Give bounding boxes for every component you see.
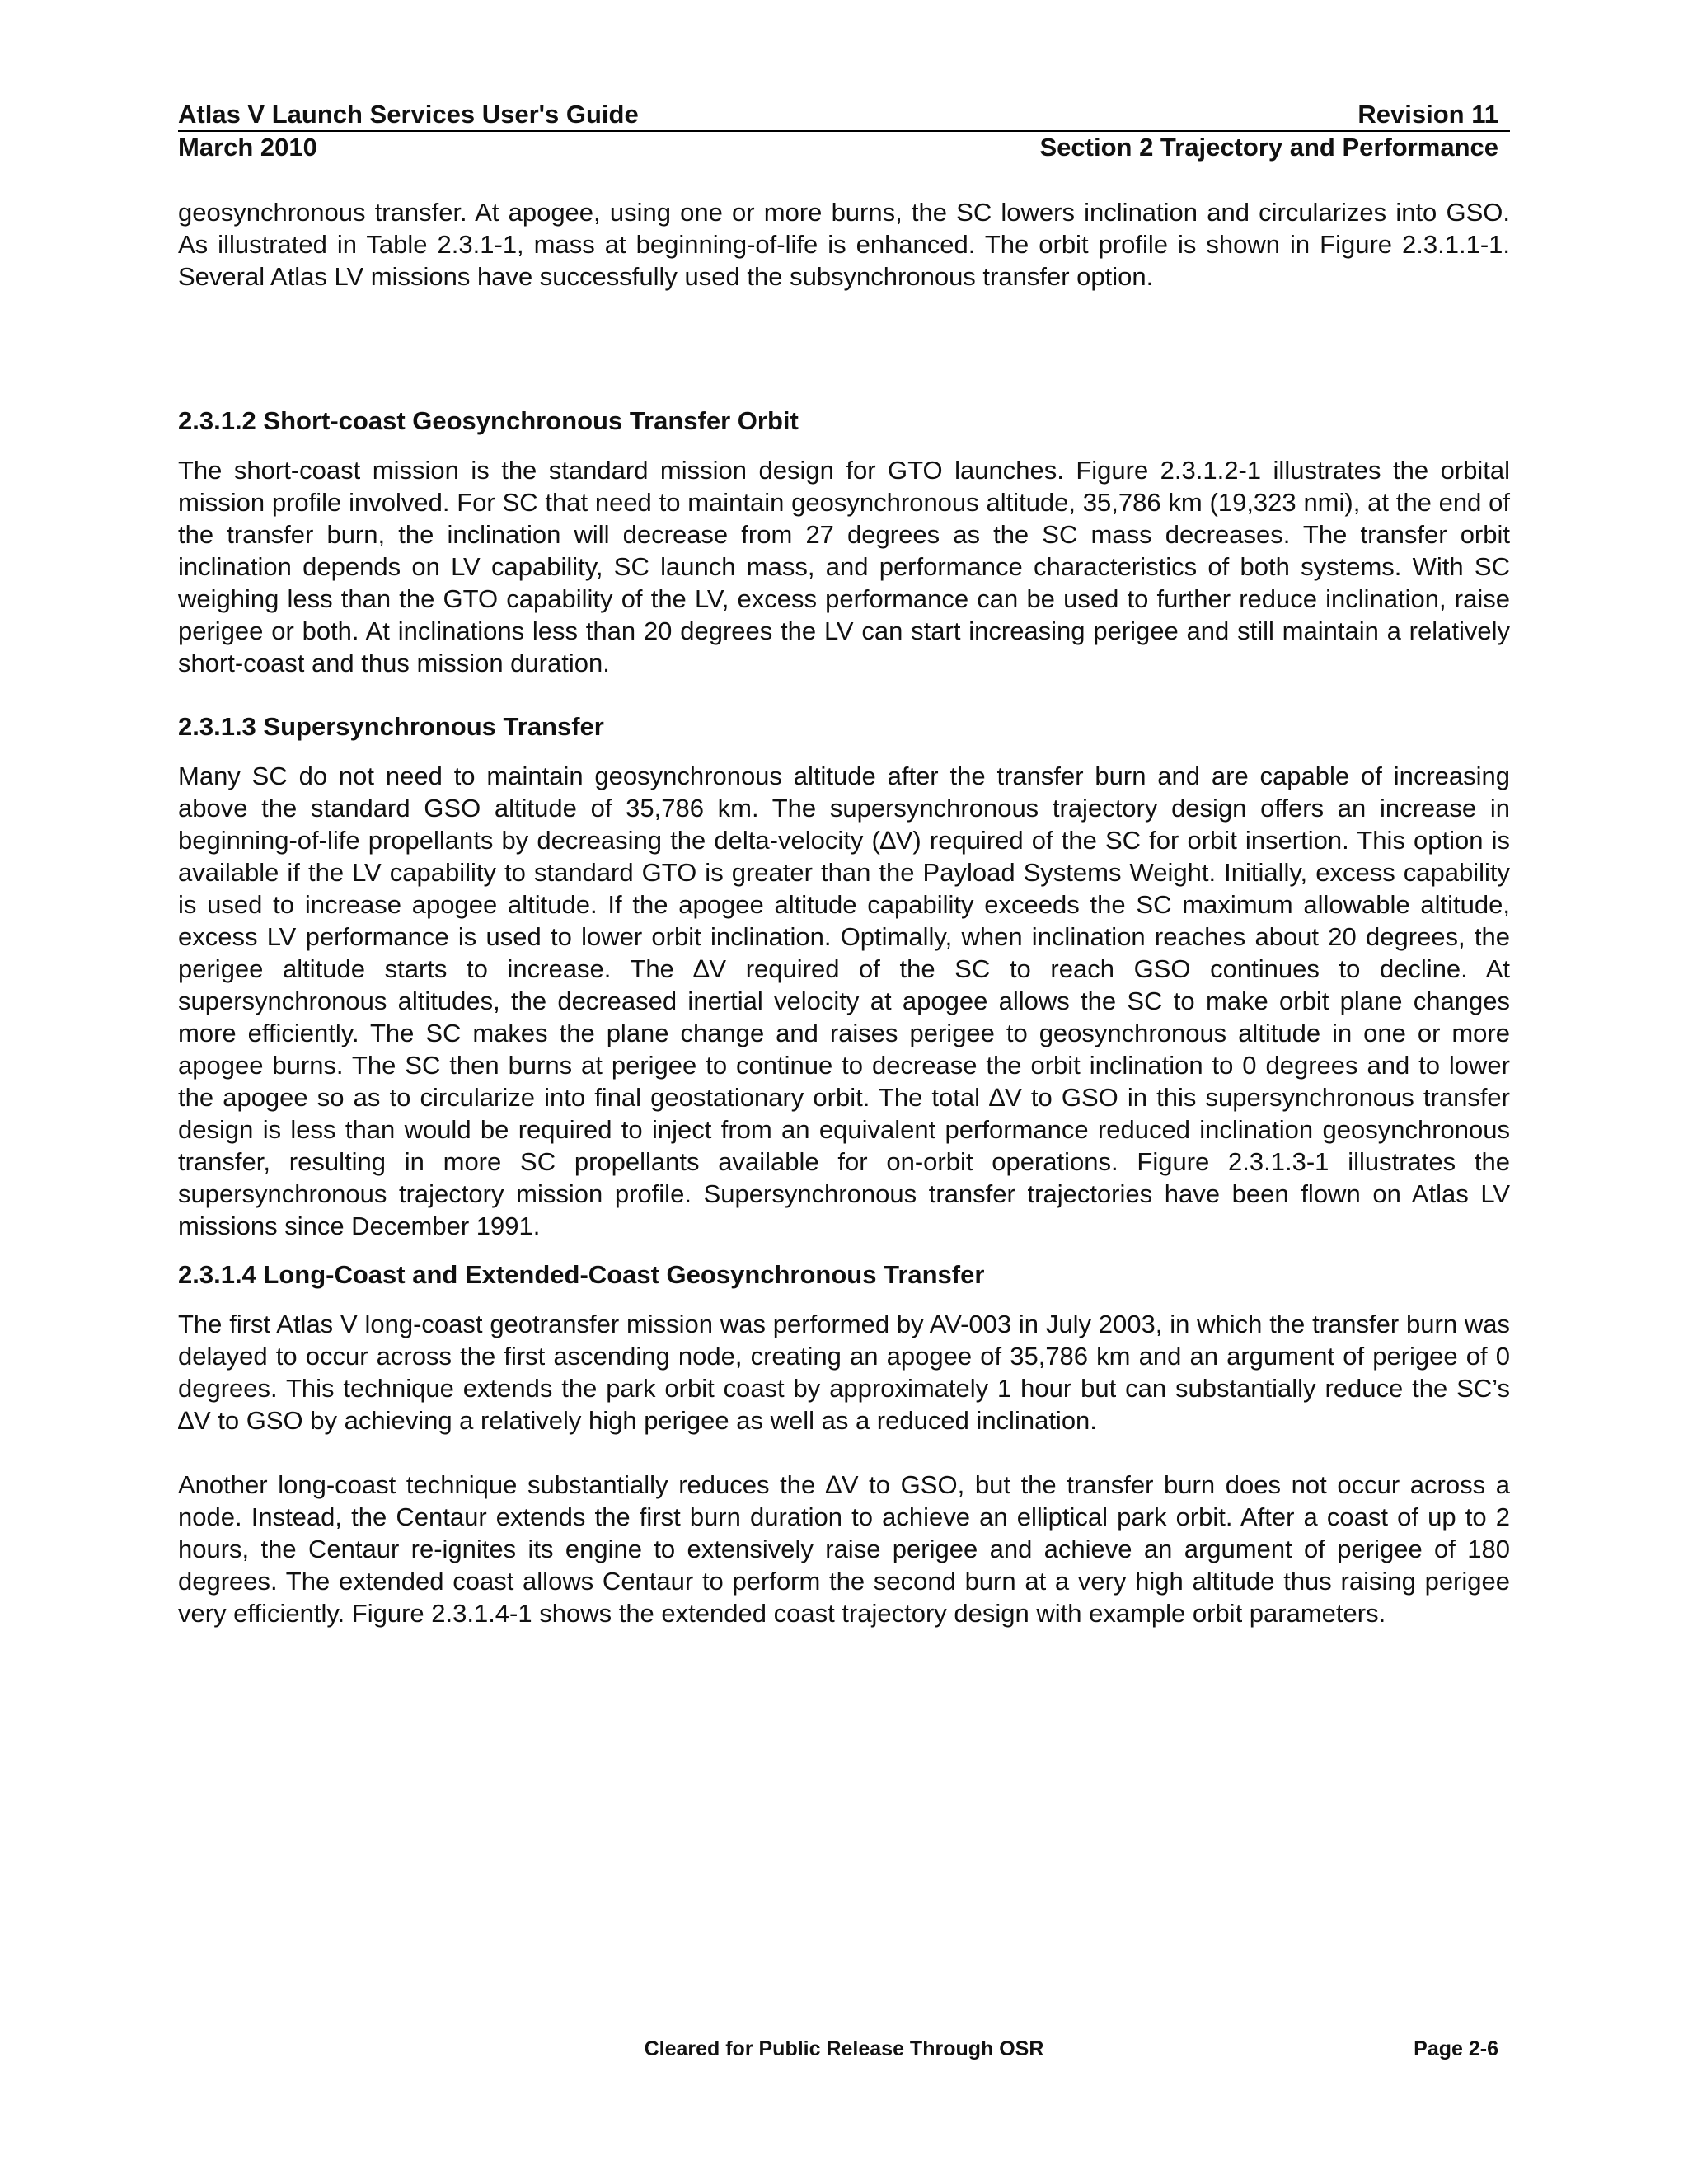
intro-paragraph: geosynchronous transfer. At apogee, using one or more burns, the SC lowers inclination and circularizes into GSO. As illustrated in Table 2.3.1-1, mass at beginning-of-life is enhanced. The orbit profile is shown in Figure 2.3.1.1-1. Several Atlas LV missions have successfully used the subsynchronous transfer option. <box>178 198 1510 291</box>
supersynchronous-paragraph: Many SC do not need to maintain geosynchronous altitude after the transfer burn and are capable of increasing above the standard GSO altitude of 35,786 km. The supersynchronous trajectory design offers an increase in beginning-of-life propellants by decreasing the delta-velocity (∆V) required of the SC for orbit insertion. This option is available if the LV capability to standard GTO is greater than the Payload Systems Weight. Initially, excess capability is used to increase apogee altitude. If the apogee altitude capability exceeds the SC maximum allowable altitude, excess LV performance is used to lower orbit inclination. Optimally, when inclination reaches about 20 degrees, the perigee altitude starts to increase. The ∆V required of the SC to reach GSO continues to decline. At supersynchronous altitudes, the decreased inertial velocity at apogee allows the SC to make orbit plane changes more efficiently. The SC makes the plane change and raises perigee to geosynchronous altitude in one or more apogee burns. The SC then burns at perigee to continue to decrease the orbit inclination to 0 degrees and to lower the apogee so as to circularize into final geostationary orbit. The total ∆V to GSO in this supersynchronous transfer design is less than would be required to inject from an equivalent performance reduced inclination geosynchronous transfer, resulting in more SC propellants available for on-orbit operations. Figure 2.3.1.3-1 illustrates the supersynchronous trajectory mission profile. Supersynchronous transfer trajectories have been flown on Atlas LV missions since December 1991. <box>178 762 1510 1240</box>
page-number: Page 2-6 <box>1414 2037 1498 2060</box>
page-header-bottom <box>178 132 1510 163</box>
section-label: Section 2 Trajectory and Performance <box>1039 133 1498 162</box>
revision-label: Revision 11 <box>1357 100 1498 129</box>
release-notice: Cleared for Public Release Through OSR <box>644 2037 1044 2060</box>
section-heading-long-coast: 2.3.1.4 Long-Coast and Extended-Coast Geosynchronous Transfer <box>178 1260 985 1289</box>
document-page <box>178 99 1510 1629</box>
section-heading-short-coast: 2.3.1.2 Short-coast Geosynchronous Transfer Orbit <box>178 406 799 435</box>
page-header-top <box>178 99 1510 132</box>
short-coast-paragraph: The short-coast mission is the standard mission design for GTO launches. Figure 2.3.1.2-1 illustrates the orbital mission profile involved. For SC that need to maintain geosynchronous altitude, 35,786 km (19,323 nmi), at the end of the transfer burn, the inclination will decrease from 27 degrees as the SC mass decreases. The transfer orbit inclination depends on LV capability, SC launch mass, and performance characteristics of both systems. With SC weighing less than the GTO capability of the LV, excess performance can be used to further reduce inclination, raise perigee or both. At inclinations less than 20 degrees the LV can start increasing perigee and still maintain a relatively short-coast and thus mission duration. <box>178 456 1510 677</box>
document-date: March 2010 <box>178 133 317 162</box>
long-coast-paragraph-2: Another long-coast technique substantially reduces the ∆V to GSO, but the transfer burn does not occur across a node. Instead, the Centaur extends the first burn duration to achieve an elliptical park orbit. After a coast of up to 2 hours, the Centaur re-ignites its engine to extensively raise perigee and achieve an argument of perigee of 180 degrees. The extended coast allows Centaur to perform the second burn at a very high altitude thus raising perigee very efficiently. Figure 2.3.1.4-1 shows the extended coast trajectory design with example orbit parameters. <box>178 1470 1510 1628</box>
section-heading-supersynchronous: 2.3.1.3 Supersynchronous Transfer <box>178 712 604 741</box>
long-coast-paragraph-1: The first Atlas V long-coast geotransfer mission was performed by AV-003 in July 2003, in which the transfer burn was delayed to occur across the first ascending node, creating an apogee of 35,786 km and an argument of perigee of 0 degrees. This technique extends the park orbit coast by approximately 1 hour but can substantially reduce the SC’s ∆V to GSO by achieving a relatively high perigee as well as a reduced inclination. <box>178 1310 1510 1435</box>
document-title: Atlas V Launch Services User's Guide <box>178 100 639 129</box>
